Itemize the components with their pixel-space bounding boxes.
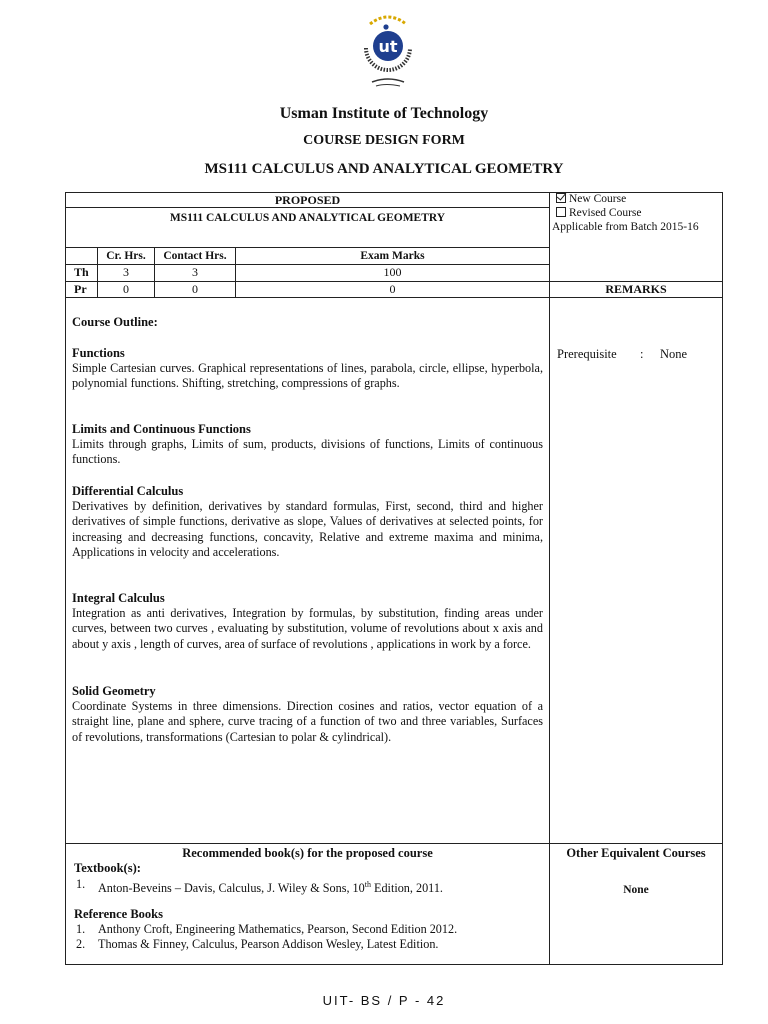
section-text: Derivatives by definition, derivatives by standard formulas, First, second, third and higher derivatives of simple functions, derivative as slope, Values of derivatives at selected points, for increasing and decreasing functions, concavity, Relative and extreme maxima and minima, Applications in velocity and accelerations. xyxy=(72,499,543,560)
checkbox-checked-icon[interactable] xyxy=(556,193,566,203)
course-title: MS111 CALCULUS AND ANALYTICAL GEOMETRY xyxy=(204,161,564,177)
revised-course-option[interactable]: Revised Course xyxy=(556,206,642,221)
col-exam-marks: Exam Marks xyxy=(360,250,425,262)
new-course-option[interactable]: New Course xyxy=(556,192,626,207)
row-th-contact: 3 xyxy=(192,265,198,279)
form-title: COURSE DESIGN FORM xyxy=(303,133,465,148)
checkbox-empty-icon[interactable] xyxy=(556,207,566,217)
equivalent-courses-label: Other Equivalent Courses xyxy=(566,846,706,860)
equivalent-courses-value: None xyxy=(623,884,649,896)
row-th-label: Th xyxy=(74,265,89,279)
page-footer: UIT- BS / P - 42 xyxy=(322,993,446,1008)
course-outline-title: Course Outline: xyxy=(72,315,158,329)
row-pr-marks: 0 xyxy=(389,282,396,296)
institute-logo xyxy=(346,8,430,92)
row-pr-label: Pr xyxy=(74,282,87,296)
section-text: Simple Cartesian curves. Graphical representations of lines, parabola, circle, ellipse, hyperbola, polynomial functions. Shifting, stretching, compressions of graphs. xyxy=(72,361,543,391)
svg-text:ut: ut xyxy=(378,37,398,56)
reference-number: 2. xyxy=(76,937,86,951)
row-th-cr: 3 xyxy=(123,265,129,279)
textbook-number: 1. xyxy=(76,877,86,891)
col-cr-hrs: Cr. Hrs. xyxy=(106,250,146,262)
section-heading: Limits and Continuous Functions xyxy=(72,422,251,436)
books-title: Recommended book(s) for the proposed course xyxy=(182,846,433,860)
proposed-label: PROPOSED xyxy=(274,193,341,207)
applicable-batch: Applicable from Batch 2015-16 xyxy=(552,221,699,233)
section-heading: Differential Calculus xyxy=(72,484,184,498)
row-pr-contact: 0 xyxy=(192,282,198,296)
course-name: MS111 CALCULUS AND ANALYTICAL GEOMETRY xyxy=(169,212,446,224)
reference-number: 1. xyxy=(76,922,86,936)
section-text: Limits through graphs, Limits of sum, products, divisions of functions, Limits of continuous functions. xyxy=(72,437,543,467)
textbooks-label: Textbook(s): xyxy=(74,861,141,875)
row-pr-cr: 0 xyxy=(123,282,129,296)
reference-item: Thomas & Finney, Calculus, Pearson Addison Wesley, Latest Edition. xyxy=(98,937,439,951)
section-heading: Solid Geometry xyxy=(72,684,156,698)
remarks-label: REMARKS xyxy=(605,282,667,296)
prerequisite-sep: : xyxy=(640,347,644,361)
reference-label: Reference Books xyxy=(74,907,163,921)
institute-name: Usman Institute of Technology xyxy=(279,105,489,122)
col-contact-hrs: Contact Hrs. xyxy=(163,250,227,262)
prerequisite-value: None xyxy=(660,347,688,361)
section-heading: Integral Calculus xyxy=(72,591,165,605)
reference-item: Anthony Croft, Engineering Mathematics, Pearson, Second Edition 2012. xyxy=(98,922,458,936)
section-text: Integration as anti derivatives, Integration by formulas, by substitution, finding areas under curves, between two curves , evaluating by substitution, volume of revolutions about x axis and about y axis , length of curves, area of surface of revolutions , applications in work by a force. xyxy=(72,606,543,651)
row-th-marks: 100 xyxy=(383,265,402,279)
section-text: Coordinate Systems in three dimensions. Direction cosines and ratios, vector equation of a straight line, plane and sphere, curve tracing of a function of two and three variables, Surfaces of revolutions, transformations (Cartesian to polar & cylindrical). xyxy=(72,699,543,744)
prerequisite-label: Prerequisite xyxy=(557,347,617,361)
textbook-item: Anton-Beveins – Davis, Calculus, J. Wiley & Sons, 10th Edition, 2011. xyxy=(98,880,443,896)
section-heading: Functions xyxy=(72,346,125,360)
